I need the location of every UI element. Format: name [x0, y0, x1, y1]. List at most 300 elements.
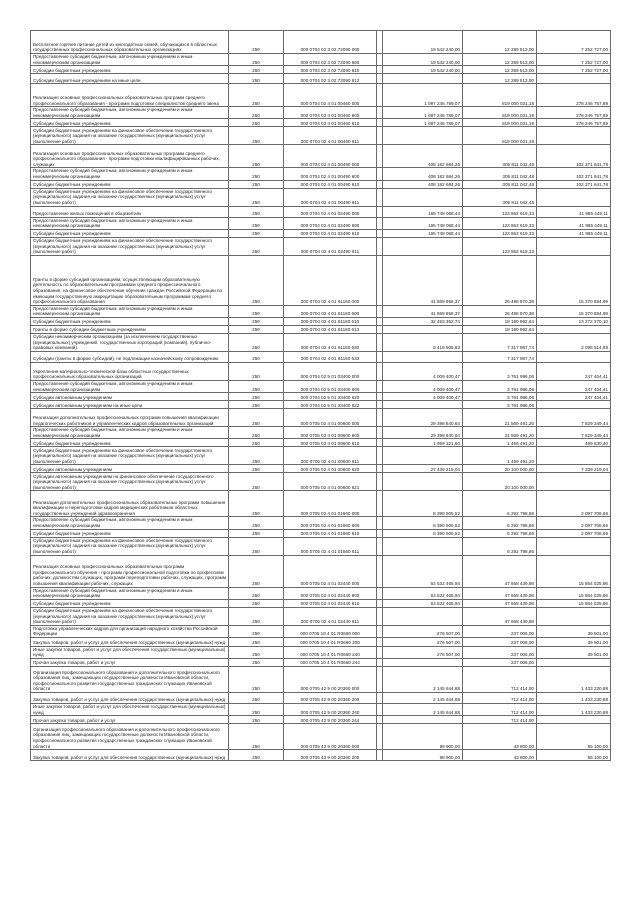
unexecuted-amount-cell [537, 716, 611, 724]
line-code-cell: 250 [229, 217, 284, 229]
expense-name-cell: Подготовка управленческих кадров для организаций народного хозяйства Российской Федерации [31, 625, 229, 637]
executed-amount-cell: 6 292 798,86 [463, 491, 537, 517]
expense-name-cell: Субсидии бюджетным учреждениям на финансовое обеспечение государственного (муниципального) задания на оказание государственных (муниципальных) услуг (выполнение работ) [31, 447, 229, 465]
table-row [31, 362, 611, 380]
expense-name-cell: Организация профессионального образования и дополнительного профессионального образования лиц, замещающих государственные должности Ивановской области, профессионального развития государственных гражданских служащих Ивановской области [31, 667, 229, 693]
line-code-cell: 250 [229, 693, 284, 704]
table-row [31, 127, 611, 145]
approved-amount-cell: 4 009 400,47 [383, 380, 463, 392]
budget-code-cell: 000 0705 02 4 01 00600 000 [284, 409, 377, 427]
executed-amount-cell: 3 761 996,06 [463, 380, 537, 392]
expense-name-cell: Иные закупки товаров, работ и услуг для обеспечения государственных (муниципальных) нужд [31, 704, 229, 716]
table-row [31, 724, 611, 750]
budget-code-cell: 000 0705 42 9 00 20360 240 [284, 704, 377, 716]
table-row [31, 537, 611, 555]
table-row [31, 333, 611, 351]
approved-amount-cell: 165 748 068,44 [383, 217, 463, 229]
approved-amount-cell: 32 453 352,74 [383, 317, 463, 325]
expense-name-cell: Субсидии бюджетным учреждениям [31, 119, 229, 127]
budget-code-cell: 000 0705 43 9 00 20360 200 [284, 750, 377, 761]
executed-amount-cell: 47 668 439,98 [463, 587, 537, 599]
executed-amount-cell: 20 100 000,00 [463, 473, 537, 491]
executed-amount-cell: 819 000 031,18 [463, 127, 537, 145]
expense-name-cell: Субсидии бюджетным учреждениям [31, 180, 229, 188]
expense-name-cell: Субсидии бюджетным учреждениям [31, 439, 229, 447]
budget-code-cell: 000 0705 02 4 01 01660 611 [284, 537, 377, 555]
approved-amount-cell [383, 351, 463, 362]
executed-amount-cell: 712 414,00 [463, 716, 537, 724]
expense-name-cell: Гранты в форме субсидий организациям, осуществляющим образовательную деятельность по образовательным программам среднего профессионального образования, на финансовое обеспечение обучения граждан Российской Федерации по имеющим государственную аккредитацию образовательным программам среднего профессионального образования [31, 255, 229, 305]
expense-name-cell: Субсидии бюджетным учреждениям [31, 529, 229, 537]
expense-name-cell: Предоставление субсидий бюджетным, автономным учреждениям и иным некоммерческим организациям [31, 380, 229, 392]
expense-name-cell: Субсидии автономным учреждениям [31, 393, 229, 401]
approved-amount-cell: 19 542 240,00 [383, 54, 463, 66]
table-row [31, 491, 611, 517]
approved-amount-cell: 41 869 858,37 [383, 255, 463, 305]
executed-amount-cell: 1 469 491,20 [463, 439, 537, 447]
budget-code-cell: 000 0705 42 9 00 20360 200 [284, 693, 377, 704]
budget-code-cell: 000 0705 02 4 01 01660 610 [284, 529, 377, 537]
approved-amount-cell [383, 447, 463, 465]
budget-code-cell: 000 0704 02 4 01 00460 610 [284, 119, 377, 127]
budget-code-cell: 000 0705 10 4 01 R0660 244 [284, 659, 377, 667]
expense-name-cell: Субсидии бюджетным учреждениям на иные цели [31, 74, 229, 84]
expense-name-cell: Реализация основных профессиональных образовательных программ профессионального обучения - программ профессиональной подготовки по профессиям рабочих, должностям служащих, программ переподготовки рабочих, служащих, программ повышения квалификации рабочих, служащих [31, 555, 229, 587]
table-row [31, 351, 611, 362]
unexecuted-amount-cell: 278 246 757,89 [537, 119, 611, 127]
unexecuted-amount-cell: 1 433 230,88 [537, 667, 611, 693]
expense-name-cell: Организация профессионального образования и дополнительного профессионального образования лиц, замещающих государственные должности Ивановской области, профессионального развития государственных гражданских служащих Ивановской области [31, 724, 229, 750]
budget-code-cell: 000 0704 02 4 01 00490 611 [284, 188, 377, 206]
unexecuted-amount-cell: 2 097 706,66 [537, 491, 611, 517]
approved-amount-cell: 408 182 684,26 [383, 168, 463, 180]
budget-code-cell: 000 0704 02 4 01 61160 613 [284, 325, 377, 333]
unexecuted-amount-cell: 7 829 349,44 [537, 427, 611, 439]
executed-amount-cell: 237 006,00 [463, 646, 537, 658]
approved-amount-cell: 276 507,00 [383, 625, 463, 637]
executed-amount-cell: 712 414,00 [463, 667, 537, 693]
table-row [31, 180, 611, 188]
expense-name-cell: Предоставление субсидий бюджетным, автономным учреждениям и иным некоммерческим организациям [31, 168, 229, 180]
table-row [31, 168, 611, 180]
line-code-cell: 250 [229, 188, 284, 206]
line-code-cell: 250 [229, 119, 284, 127]
approved-amount-cell: 63 532 465,94 [383, 555, 463, 587]
line-code-cell: 250 [229, 333, 284, 351]
budget-code-cell: 000 0704 02 4 01 02490 611 [284, 237, 377, 255]
table-row [31, 409, 611, 427]
table-row [31, 607, 611, 625]
budget-code-cell: 000 0704 02 3 02 72090 600 [284, 54, 377, 66]
executed-amount-cell: 19 180 982,64 [463, 317, 537, 325]
line-code-cell: 250 [229, 625, 284, 637]
expense-name-cell: Реализация дополнительных профессиональных образовательных программ повышения квалификации и переподготовки кадров медицинских работников областных государственных учреждений здравоохранения [31, 491, 229, 517]
expense-name-cell: Субсидии автономным учреждениям на финансовое обеспечение государственного (муниципального) задания на оказание государственных (муниципальных) услуг (выполнение работ) [31, 473, 229, 491]
executed-amount-cell: 21 569 491,20 [463, 409, 537, 427]
unexecuted-amount-cell: 15 864 025,96 [537, 555, 611, 587]
expense-name-cell: Субсидии бюджетным учреждениям [31, 66, 229, 74]
budget-code-cell: 000 0704 02 4 01 61160 610 [284, 317, 377, 325]
expense-name-cell: Закупка товаров, работ и услуг для обеспечения государственных (муниципальных) нужд [31, 750, 229, 761]
line-code-cell: 250 [229, 127, 284, 145]
executed-amount-cell: 26 498 970,38 [463, 305, 537, 317]
approved-amount-cell: 1 097 246 789,07 [383, 107, 463, 119]
unexecuted-amount-cell: 489 830,40 [537, 439, 611, 447]
table-row [31, 31, 611, 54]
approved-amount-cell: 27 439 219,04 [383, 465, 463, 473]
approved-amount-cell: 98 900,00 [383, 750, 463, 761]
line-code-cell: 250 [229, 537, 284, 555]
budget-code-cell: 000 0705 10 4 01 R0660 200 [284, 637, 377, 646]
line-code-cell: 250 [229, 362, 284, 380]
unexecuted-amount-cell: 39 501,00 [537, 625, 611, 637]
executed-amount-cell: 712 414,00 [463, 704, 537, 716]
line-code-cell: 250 [229, 54, 284, 66]
approved-amount-cell: 1 097 246 789,07 [383, 84, 463, 107]
executed-amount-cell: 1 469 491,20 [463, 447, 537, 465]
line-code-cell: 250 [229, 724, 284, 750]
budget-table-body [31, 31, 611, 761]
line-code-cell: 250 [229, 529, 284, 537]
budget-code-cell: 000 0704 02 5 01 03400 600 [284, 380, 377, 392]
table-row [31, 84, 611, 107]
budget-code-cell: 000 0704 02 4 01 61160 630 [284, 333, 377, 351]
line-code-cell: 250 [229, 599, 284, 607]
unexecuted-amount-cell [537, 325, 611, 333]
expense-name-cell: Реализация дополнительных профессиональных программ повышения квалификации педагогических работников и управленческих кадров образовательных организаций [31, 409, 229, 427]
line-code-cell: 250 [229, 351, 284, 362]
budget-code-cell: 000 0705 02 4 01 02440 600 [284, 587, 377, 599]
table-row [31, 325, 611, 333]
approved-amount-cell: 19 542 240,00 [383, 31, 463, 54]
expense-name-cell: Субсидии бюджетным учреждениям на финансовое обеспечение государственного (муниципального) задания на оказание государственных (муниципальных) услуг (выполнение работ) [31, 188, 229, 206]
executed-amount-cell: 21 569 491,20 [463, 427, 537, 439]
table-row [31, 529, 611, 537]
executed-amount-cell: 819 000 031,18 [463, 119, 537, 127]
budget-code-cell: 000 0705 02 4 01 02440 611 [284, 607, 377, 625]
unexecuted-amount-cell: 41 885 449,11 [537, 217, 611, 229]
table-row [31, 317, 611, 325]
unexecuted-amount-cell: 2 097 706,66 [537, 517, 611, 529]
expense-name-cell: Предоставление жилых помещений в общежитиях [31, 206, 229, 217]
table-row [31, 693, 611, 704]
approved-amount-cell: 1 097 246 789,07 [383, 119, 463, 127]
line-code-cell: 250 [229, 427, 284, 439]
expense-name-cell: Субсидии автономным учреждениям [31, 465, 229, 473]
approved-amount-cell: 2 145 644,88 [383, 667, 463, 693]
unexecuted-amount-cell [537, 127, 611, 145]
approved-amount-cell: 408 182 684,26 [383, 180, 463, 188]
table-row [31, 587, 611, 599]
expense-name-cell: Субсидии (гранты в форме субсидий), не подлежащие казначейскому сопровождению [31, 351, 229, 362]
unexecuted-amount-cell: 7 252 727,00 [537, 54, 611, 66]
expense-name-cell: Бесплатное горячее питание детей из многодетных семей, обучающихся в областных государственных профессиональных образовательных организациях [31, 31, 229, 54]
line-code-cell: 250 [229, 237, 284, 255]
unexecuted-amount-cell [537, 237, 611, 255]
budget-code-cell: 000 0705 02 4 01 00600 600 [284, 427, 377, 439]
line-code-cell: 250 [229, 607, 284, 625]
expense-name-cell: Предоставление субсидий бюджетным, автономным учреждениям и иным некоммерческим организациям [31, 54, 229, 66]
budget-code-cell: 000 0705 02 4 01 00600 621 [284, 473, 377, 491]
budget-code-cell: 000 0705 10 4 01 R0660 240 [284, 646, 377, 658]
line-code-cell: 250 [229, 716, 284, 724]
unexecuted-amount-cell [537, 188, 611, 206]
executed-amount-cell: 123 862 619,33 [463, 237, 537, 255]
executed-amount-cell: 12 289 513,00 [463, 66, 537, 74]
table-row [31, 517, 611, 529]
table-row [31, 393, 611, 401]
unexecuted-amount-cell [537, 401, 611, 409]
budget-code-cell: 000 0704 02 5 01 03400 620 [284, 393, 377, 401]
table-row [31, 473, 611, 491]
budget-code-cell: 000 0705 02 4 01 00600 611 [284, 447, 377, 465]
approved-amount-cell: 19 542 240,00 [383, 66, 463, 74]
executed-amount-cell: 237 006,00 [463, 625, 537, 637]
line-code-cell: 250 [229, 317, 284, 325]
line-code-cell: 250 [229, 491, 284, 517]
table-row [31, 66, 611, 74]
executed-amount-cell: 43 800,00 [463, 750, 537, 761]
executed-amount-cell: 47 668 439,98 [463, 555, 537, 587]
unexecuted-amount-cell [537, 447, 611, 465]
unexecuted-amount-cell: 102 371 641,78 [537, 180, 611, 188]
table-row [31, 217, 611, 229]
table-row [31, 599, 611, 607]
table-row [31, 427, 611, 439]
approved-amount-cell [383, 188, 463, 206]
approved-amount-cell: 8 390 505,52 [383, 517, 463, 529]
unexecuted-amount-cell: 15 864 025,96 [537, 599, 611, 607]
line-code-cell: 250 [229, 107, 284, 119]
budget-code-cell: 000 0705 43 9 00 20360 000 [284, 724, 377, 750]
approved-amount-cell [383, 401, 463, 409]
unexecuted-amount-cell [537, 74, 611, 84]
budget-code-cell: 000 0704 02 4 01 61160 633 [284, 351, 377, 362]
executed-amount-cell: 123 862 619,33 [463, 229, 537, 237]
line-code-cell: 250 [229, 447, 284, 465]
expense-name-cell: Иные закупки товаров, работ и услуг для обеспечения государственных (муниципальных) нужд [31, 646, 229, 658]
line-code-cell: 250 [229, 206, 284, 217]
unexecuted-amount-cell: 102 371 641,78 [537, 145, 611, 168]
approved-amount-cell: 165 748 068,44 [383, 229, 463, 237]
approved-amount-cell [383, 237, 463, 255]
line-code-cell: 250 [229, 380, 284, 392]
table-row [31, 229, 611, 237]
approved-amount-cell: 98 900,00 [383, 724, 463, 750]
unexecuted-amount-cell: 41 885 449,11 [537, 206, 611, 217]
executed-amount-cell: 123 862 619,33 [463, 217, 537, 229]
approved-amount-cell: 8 390 505,52 [383, 529, 463, 537]
unexecuted-amount-cell: 1 433 230,88 [537, 704, 611, 716]
table-row [31, 439, 611, 447]
approved-amount-cell: 276 507,00 [383, 637, 463, 646]
expense-name-cell: Субсидии бюджетным учреждениям на финансовое обеспечение государственного (муниципального) задания на оказание государственных (муниципальных) услуг (выполнение работ) [31, 537, 229, 555]
unexecuted-amount-cell [537, 351, 611, 362]
executed-amount-cell: 12 289 513,00 [463, 54, 537, 66]
executed-amount-cell: 305 811 042,48 [463, 168, 537, 180]
executed-amount-cell: 20 100 000,00 [463, 465, 537, 473]
expense-name-cell: Прочая закупка товаров, работ и услуг [31, 659, 229, 667]
expense-name-cell: Укрепление материально-технической базы областных государственных профессиональных образовательных организаций [31, 362, 229, 380]
unexecuted-amount-cell: 7 339 219,04 [537, 465, 611, 473]
table-row [31, 659, 611, 667]
unexecuted-amount-cell: 2 098 514,89 [537, 333, 611, 351]
expense-name-cell: Субсидии бюджетным учреждениям [31, 599, 229, 607]
line-code-cell: 250 [229, 465, 284, 473]
unexecuted-amount-cell: 15 864 025,96 [537, 587, 611, 599]
budget-code-cell: 000 0705 02 4 01 00600 610 [284, 439, 377, 447]
approved-amount-cell [383, 325, 463, 333]
executed-amount-cell: 819 000 031,18 [463, 107, 537, 119]
expense-name-cell: Субсидии бюджетным учреждениям [31, 317, 229, 325]
expense-name-cell: Предоставление субсидий бюджетным, автономным учреждениям и иным некоммерческим организациям [31, 217, 229, 229]
unexecuted-amount-cell: 15 370 884,99 [537, 305, 611, 317]
approved-amount-cell: 63 532 465,94 [383, 587, 463, 599]
executed-amount-cell: 26 498 970,38 [463, 255, 537, 305]
executed-amount-cell: 305 811 042,48 [463, 180, 537, 188]
unexecuted-amount-cell: 278 246 757,89 [537, 84, 611, 107]
expense-name-cell: Реализация основных профессиональных образовательных программ среднего профессионального образования - программ подготовки квалифицированных рабочих, служащих [31, 145, 229, 168]
line-code-cell: 250 [229, 84, 284, 107]
table-row [31, 74, 611, 84]
unexecuted-amount-cell: 247 404,41 [537, 362, 611, 380]
table-row [31, 750, 611, 761]
unexecuted-amount-cell: 41 885 449,11 [537, 229, 611, 237]
executed-amount-cell: 712 414,00 [463, 693, 537, 704]
table-row [31, 704, 611, 716]
table-row [31, 237, 611, 255]
approved-amount-cell: 165 748 068,44 [383, 206, 463, 217]
table-row [31, 255, 611, 305]
executed-amount-cell: 6 292 798,86 [463, 529, 537, 537]
unexecuted-amount-cell [537, 659, 611, 667]
unexecuted-amount-cell: 13 272 370,10 [537, 317, 611, 325]
executed-amount-cell: 12 289 513,00 [463, 31, 537, 54]
line-code-cell: 250 [229, 305, 284, 317]
budget-code-cell: 000 0704 02 4 01 00460 600 [284, 107, 377, 119]
budget-code-cell: 000 0705 02 4 01 01660 000 [284, 491, 377, 517]
budget-code-cell: 000 0704 02 3 02 72090 612 [284, 74, 377, 84]
executed-amount-cell: 819 000 031,18 [463, 84, 537, 107]
budget-code-cell: 000 0704 02 4 01 00460 000 [284, 84, 377, 107]
unexecuted-amount-cell [537, 607, 611, 625]
unexecuted-amount-cell: 7 829 349,44 [537, 409, 611, 427]
unexecuted-amount-cell [537, 537, 611, 555]
executed-amount-cell: 43 800,00 [463, 724, 537, 750]
line-code-cell: 250 [229, 637, 284, 646]
table-row [31, 145, 611, 168]
budget-code-cell: 000 0704 02 4 01 61160 000 [284, 255, 377, 305]
expense-name-cell: Реализация основных профессиональных образовательных программ среднего профессионального образования - программ подготовки специалистов среднего звена [31, 84, 229, 107]
table-row [31, 637, 611, 646]
executed-amount-cell: 6 292 798,86 [463, 537, 537, 555]
unexecuted-amount-cell: 278 246 757,89 [537, 107, 611, 119]
executed-amount-cell: 7 317 987,74 [463, 333, 537, 351]
table-row [31, 465, 611, 473]
executed-amount-cell: 305 811 042,48 [463, 188, 537, 206]
executed-amount-cell: 123 862 619,33 [463, 206, 537, 217]
approved-amount-cell [383, 659, 463, 667]
expense-name-cell: Субсидии некоммерческим организациям (за исключением государственных (муниципальных) учреждений, государственных корпораций (компаний), публично-правовых компаний) [31, 333, 229, 351]
line-code-cell: 250 [229, 401, 284, 409]
expense-name-cell: Гранты в форме субсидии бюджетным учреждениям [31, 325, 229, 333]
budget-execution-sheet [30, 30, 610, 761]
executed-amount-cell: 3 761 996,06 [463, 401, 537, 409]
approved-amount-cell [383, 716, 463, 724]
approved-amount-cell: 2 145 644,88 [383, 693, 463, 704]
approved-amount-cell: 2 145 644,88 [383, 704, 463, 716]
budget-table [30, 30, 611, 761]
executed-amount-cell: 237 006,00 [463, 659, 537, 667]
executed-amount-cell: 305 811 042,48 [463, 145, 537, 168]
executed-amount-cell: 47 668 439,98 [463, 599, 537, 607]
budget-code-cell: 000 0704 02 4 01 00490 000 [284, 145, 377, 168]
line-code-cell: 250 [229, 473, 284, 491]
budget-code-cell: 000 0704 02 3 02 72090 610 [284, 66, 377, 74]
expense-name-cell: Закупка товаров, работ и услуг для обеспечения государственных (муниципальных) нужд [31, 637, 229, 646]
budget-code-cell: 000 0705 02 4 01 02440 000 [284, 555, 377, 587]
unexecuted-amount-cell: 1 433 230,88 [537, 693, 611, 704]
line-code-cell: 250 [229, 517, 284, 529]
executed-amount-cell: 12 289 513,00 [463, 74, 537, 84]
table-row [31, 625, 611, 637]
expense-name-cell: Закупка товаров, работ и услуг для обеспечения государственных (муниципальных) нужд [31, 693, 229, 704]
table-row [31, 716, 611, 724]
line-code-cell: 250 [229, 393, 284, 401]
table-row [31, 401, 611, 409]
unexecuted-amount-cell: 55 100,00 [537, 724, 611, 750]
executed-amount-cell: 3 761 996,06 [463, 393, 537, 401]
approved-amount-cell: 4 009 400,47 [383, 362, 463, 380]
line-code-cell: 250 [229, 255, 284, 305]
line-code-cell: 250 [229, 145, 284, 168]
line-code-cell: 250 [229, 750, 284, 761]
executed-amount-cell: 47 668 439,98 [463, 607, 537, 625]
expense-name-cell: Прочая закупка товаров, работ и услуг [31, 716, 229, 724]
budget-code-cell: 000 0704 02 5 01 03400 622 [284, 401, 377, 409]
budget-code-cell: 000 0704 02 4 01 00460 611 [284, 127, 377, 145]
budget-code-cell: 000 0705 02 4 01 01660 600 [284, 517, 377, 529]
approved-amount-cell [383, 74, 463, 84]
approved-amount-cell: 4 009 400,47 [383, 393, 463, 401]
expense-name-cell: Предоставление субсидий бюджетным, автономным учреждениям и иным некоммерческим организациям [31, 587, 229, 599]
expense-name-cell: Субсидии бюджетным учреждениям [31, 229, 229, 237]
expense-name-cell: Предоставление субсидий бюджетным, автономным учреждениям и иным некоммерческим организациям [31, 107, 229, 119]
line-code-cell: 250 [229, 74, 284, 84]
table-row [31, 54, 611, 66]
table-row [31, 667, 611, 693]
approved-amount-cell: 41 869 858,37 [383, 305, 463, 317]
line-code-cell: 250 [229, 66, 284, 74]
line-code-cell: 250 [229, 646, 284, 658]
line-code-cell: 250 [229, 325, 284, 333]
executed-amount-cell: 237 006,00 [463, 637, 537, 646]
executed-amount-cell: 3 761 996,06 [463, 362, 537, 380]
line-code-cell: 250 [229, 667, 284, 693]
unexecuted-amount-cell: 247 404,41 [537, 380, 611, 392]
budget-code-cell: 000 0705 10 4 01 R0660 000 [284, 625, 377, 637]
unexecuted-amount-cell: 39 501,00 [537, 637, 611, 646]
table-row [31, 206, 611, 217]
budget-code-cell: 000 0704 02 4 01 02490 000 [284, 206, 377, 217]
approved-amount-cell: 276 507,00 [383, 646, 463, 658]
expense-name-cell: Предоставление субсидий бюджетным, автономным учреждениям и иным некоммерческим организациям [31, 305, 229, 317]
budget-code-cell: 000 0704 02 4 01 00490 610 [284, 180, 377, 188]
unexecuted-amount-cell: 247 404,41 [537, 393, 611, 401]
expense-name-cell: Предоставление субсидий бюджетным, автономным учреждениям и иным некоммерческим организациям [31, 517, 229, 529]
executed-amount-cell: 6 292 798,86 [463, 517, 537, 529]
table-row [31, 119, 611, 127]
